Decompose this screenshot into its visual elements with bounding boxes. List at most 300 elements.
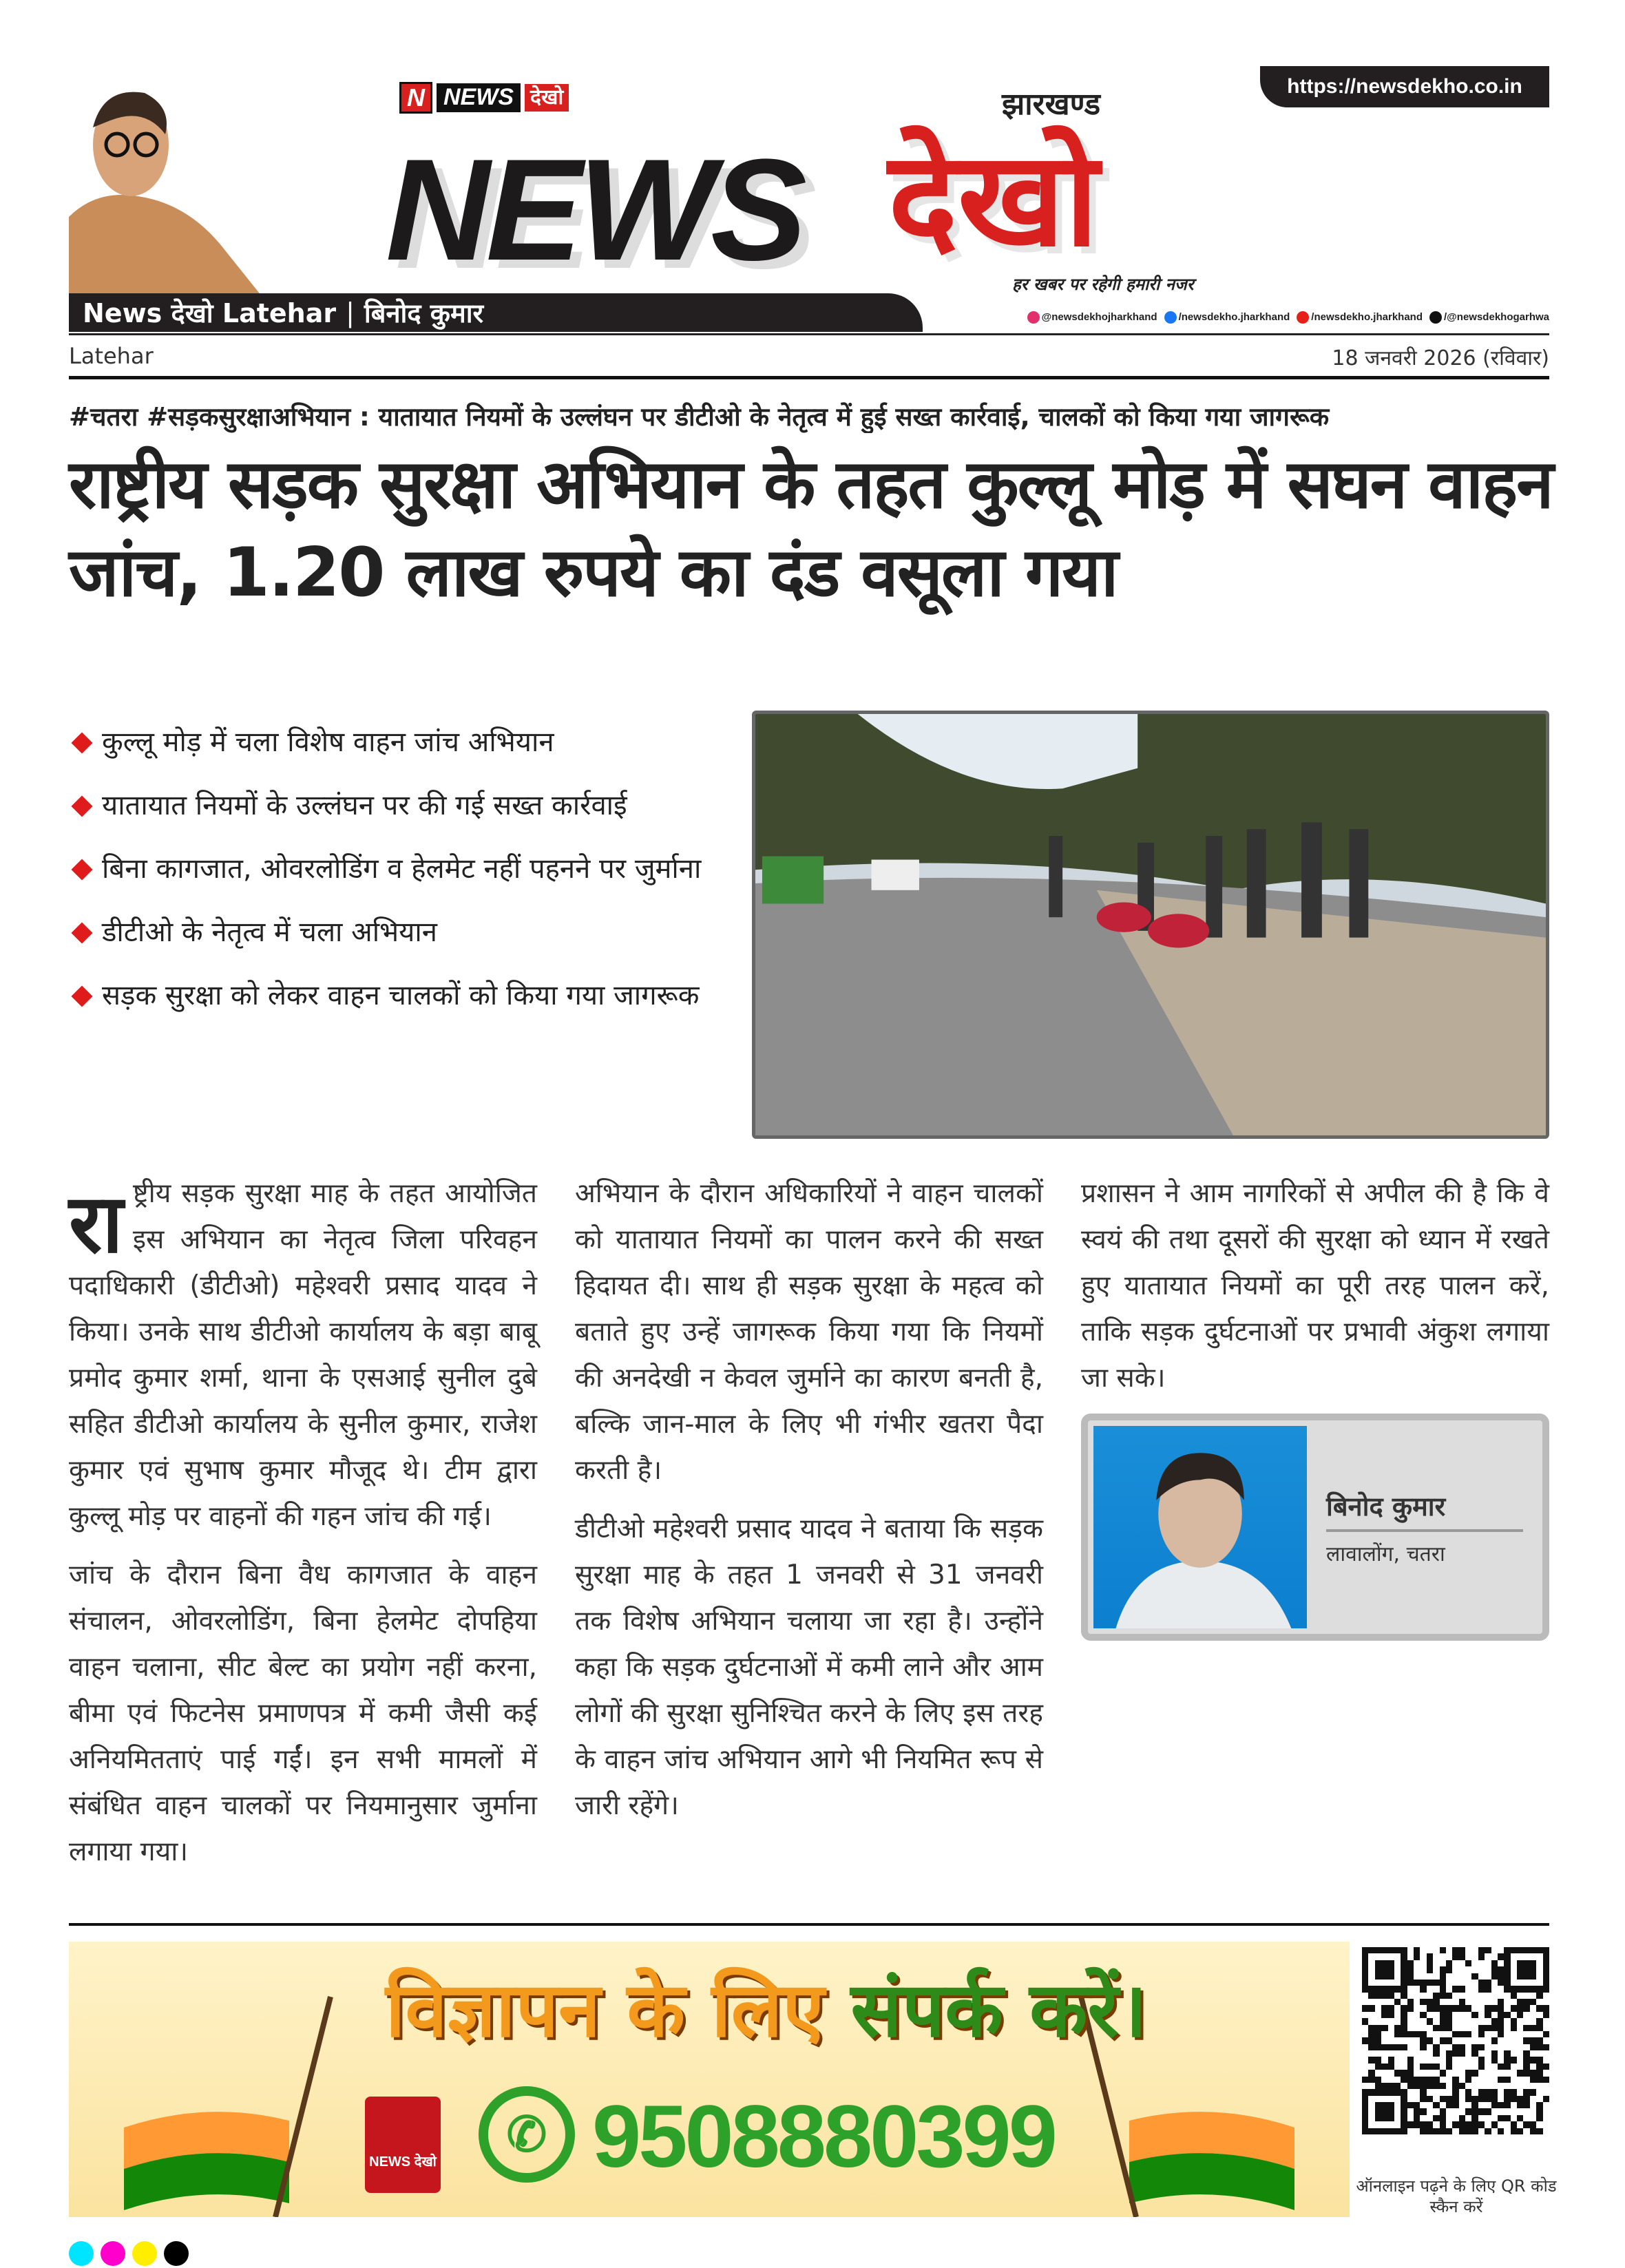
qr-module (1511, 1966, 1517, 1973)
qr-module (1452, 2102, 1458, 2108)
qr-module (1523, 1973, 1529, 1980)
qr-module (1504, 2018, 1510, 2024)
qr-module (1511, 2012, 1517, 2018)
qr-module (1394, 1966, 1401, 1973)
qr-module (1414, 2044, 1420, 2050)
qr-module (1381, 2018, 1387, 2024)
qr-module (1420, 2070, 1426, 2076)
qr-module (1465, 1953, 1471, 1960)
facebook-handle: /newsdekho.jharkhand (1178, 311, 1290, 323)
qr-module (1388, 2083, 1394, 2089)
qr-module (1420, 2108, 1426, 2114)
qr-module (1491, 2018, 1498, 2024)
qr-module (1471, 2025, 1478, 2031)
qr-module (1407, 2070, 1414, 2076)
qr-code[interactable] (1362, 1947, 1549, 2134)
qr-module (1368, 1947, 1374, 1953)
qr-module (1452, 2044, 1458, 2050)
qr-module (1420, 2044, 1426, 2050)
newsdekho-mini-logo (399, 81, 569, 114)
qr-module (1478, 1993, 1485, 1999)
qr-module (1375, 1966, 1381, 1973)
qr-module (1420, 2018, 1426, 2024)
qr-module (1433, 1973, 1439, 1980)
qr-module (1368, 2057, 1374, 2063)
qr-module (1536, 2096, 1542, 2102)
qr-module (1394, 2102, 1401, 2108)
qr-module (1388, 2096, 1394, 2102)
qr-module (1459, 2096, 1465, 2102)
qr-module (1459, 1993, 1465, 1999)
founder-portrait (69, 79, 262, 296)
instagram-link[interactable] (1027, 311, 1157, 324)
qr-module (1471, 2115, 1478, 2121)
qr-module (1401, 1986, 1407, 1992)
qr-module (1446, 1966, 1452, 1973)
qr-module (1375, 2102, 1381, 2108)
qr-module (1543, 1953, 1549, 1960)
whatsapp-icon: ✆ (479, 2086, 575, 2183)
qr-module (1536, 2102, 1542, 2108)
qr-module (1440, 2044, 1446, 2050)
qr-module (1485, 2031, 1491, 2037)
divider (69, 333, 1549, 335)
qr-module (1536, 2089, 1542, 2095)
qr-module (1394, 2108, 1401, 2114)
qr-module (1459, 2018, 1465, 2024)
qr-module (1388, 2121, 1394, 2128)
qr-module (1543, 2044, 1549, 2050)
x-handle: /@newsdekhogarhwa (1444, 311, 1549, 323)
qr-module (1517, 2077, 1523, 2083)
qr-module (1401, 1966, 1407, 1973)
qr-module (1420, 2096, 1426, 2102)
qr-module (1368, 1966, 1374, 1973)
qr-module (1471, 2018, 1478, 2024)
qr-module (1523, 2108, 1529, 2114)
qr-module (1375, 2057, 1381, 2063)
qr-module (1478, 2012, 1485, 2018)
qr-module (1368, 2089, 1374, 2095)
qr-module (1427, 1953, 1433, 1960)
website-url[interactable]: https://newsdekho.co.in (1260, 66, 1549, 107)
qr-module (1420, 2050, 1426, 2057)
qr-module (1433, 2096, 1439, 2102)
qr-module (1427, 2064, 1433, 2070)
qr-module (1485, 1960, 1491, 1966)
author-avatar-icon (1093, 1426, 1307, 1628)
facebook-link[interactable] (1164, 311, 1290, 324)
qr-module (1471, 2005, 1478, 2011)
qr-module (1375, 2037, 1381, 2044)
qr-module (1452, 2018, 1458, 2024)
qr-module (1440, 2050, 1446, 2057)
qr-module (1394, 2070, 1401, 2076)
qr-module (1523, 2083, 1529, 2089)
qr-module (1433, 2128, 1439, 2134)
qr-module (1394, 1960, 1401, 1966)
qr-module (1465, 1986, 1471, 1992)
qr-module (1530, 1973, 1536, 1980)
qr-module (1394, 2012, 1401, 2018)
qr-module (1362, 2128, 1368, 2134)
qr-module (1452, 2025, 1458, 2031)
qr-module (1381, 1973, 1387, 1980)
qr-module (1427, 1960, 1433, 1966)
youtube-link[interactable] (1297, 311, 1423, 324)
qr-module (1407, 1953, 1414, 1960)
qr-module (1388, 1999, 1394, 2005)
qr-module (1517, 1999, 1523, 2005)
qr-module (1530, 1993, 1536, 1999)
qr-module (1511, 2070, 1517, 2076)
qr-module (1414, 2050, 1420, 2057)
ad-phone-number[interactable]: 9508880399 (592, 2088, 1055, 2186)
ad-title-part: संपर्क करें। (850, 1966, 1148, 2054)
qr-module (1478, 2121, 1485, 2128)
qr-module (1498, 2070, 1504, 2076)
qr-module (1511, 2037, 1517, 2044)
qr-module (1414, 1966, 1420, 1973)
qr-module (1433, 1986, 1439, 1992)
qr-module (1407, 2064, 1414, 2070)
qr-module (1511, 2115, 1517, 2121)
qr-module (1427, 2005, 1433, 2011)
qr-module (1504, 2005, 1510, 2011)
qr-module (1498, 1947, 1504, 1953)
qr-module (1485, 2077, 1491, 2083)
qr-module (1440, 2070, 1446, 2076)
qr-module (1368, 2050, 1374, 2057)
qr-module (1471, 1999, 1478, 2005)
qr-module (1536, 1960, 1542, 1966)
qr-module (1504, 1980, 1510, 1986)
qr-module (1478, 2031, 1485, 2037)
instagram-icon (1027, 311, 1040, 324)
magenta-dot (101, 2241, 125, 2266)
qr-module (1401, 2031, 1407, 2037)
qr-module (1401, 2012, 1407, 2018)
qr-module (1407, 2077, 1414, 2083)
qr-module (1375, 2096, 1381, 2102)
qr-module (1504, 2025, 1510, 2031)
qr-module (1485, 2025, 1491, 2031)
qr-module (1478, 2044, 1485, 2050)
qr-module (1427, 2096, 1433, 2102)
qr-module (1523, 2037, 1529, 2044)
qr-module (1407, 2025, 1414, 2031)
qr-module (1368, 2077, 1374, 2083)
qr-module (1375, 2018, 1381, 2024)
qr-module (1471, 1973, 1478, 1980)
qr-module (1427, 2050, 1433, 2057)
x-link[interactable] (1429, 311, 1549, 324)
qr-module (1459, 2064, 1465, 2070)
qr-module (1465, 1947, 1471, 1953)
qr-module (1543, 2064, 1549, 2070)
qr-module (1478, 2096, 1485, 2102)
qr-module (1517, 1960, 1523, 1966)
qr-module (1485, 2018, 1491, 2024)
qr-module (1485, 1993, 1491, 1999)
qr-module (1530, 2044, 1536, 2050)
qr-module (1517, 2096, 1523, 2102)
qr-module (1427, 2089, 1433, 2095)
qr-module (1459, 2077, 1465, 2083)
qr-module (1394, 2005, 1401, 2011)
qr-module (1517, 1953, 1523, 1960)
qr-module (1491, 2077, 1498, 2083)
x-icon (1429, 311, 1442, 324)
qr-module (1491, 1973, 1498, 1980)
qr-module (1381, 2108, 1387, 2114)
qr-module (1414, 1993, 1420, 1999)
qr-module (1530, 2128, 1536, 2134)
qr-module (1427, 2108, 1433, 2114)
qr-module (1381, 1999, 1387, 2005)
qr-module (1362, 2050, 1368, 2057)
qr-module (1543, 2012, 1549, 2018)
qr-module (1471, 2083, 1478, 2089)
qr-module (1368, 1999, 1374, 2005)
qr-module (1375, 2025, 1381, 2031)
qr-module (1433, 1966, 1439, 1973)
qr-module (1381, 2121, 1387, 2128)
qr-module (1471, 1953, 1478, 1960)
qr-module (1543, 2096, 1549, 2102)
qr-module (1388, 1973, 1394, 1980)
highlight-item: सड़क सुरक्षा को लेकर वाहन चालकों को किया गया जागरूक (69, 969, 730, 1022)
qr-module (1407, 2050, 1414, 2057)
qr-module (1407, 2018, 1414, 2024)
qr-module (1401, 2102, 1407, 2108)
highlight-item: यातायात नियमों के उल्लंघन पर की गई सख्त कार्रवाई (69, 779, 730, 832)
qr-module (1485, 2012, 1491, 2018)
qr-module (1440, 2057, 1446, 2063)
qr-module (1478, 2005, 1485, 2011)
qr-module (1446, 1947, 1452, 1953)
edition-bar (69, 293, 923, 332)
qr-module (1471, 1986, 1478, 1992)
qr-module (1368, 2102, 1374, 2108)
qr-module (1478, 2025, 1485, 2031)
qr-module (1530, 2115, 1536, 2121)
qr-module (1446, 2115, 1452, 2121)
qr-module (1433, 1947, 1439, 1953)
qr-module (1446, 1999, 1452, 2005)
qr-module (1420, 1953, 1426, 1960)
qr-module (1375, 2031, 1381, 2037)
qr-module (1420, 1993, 1426, 1999)
qr-module (1478, 2037, 1485, 2044)
qr-module (1498, 2005, 1504, 2011)
qr-module (1433, 2037, 1439, 2044)
kicker: #चतरा #सड़कसुरक्षाअभियान : यातायात नियमों के उल्लंघन पर डीटीओ के नेतृत्व में हुई सख्त कार्रवाई, चालकों को किया गया जागरूक (69, 402, 1330, 432)
qr-module (1523, 2102, 1529, 2108)
qr-module (1536, 2121, 1542, 2128)
qr-module (1368, 2083, 1374, 2089)
qr-module (1504, 2096, 1510, 2102)
qr-module (1388, 2108, 1394, 2114)
qr-module (1504, 1947, 1510, 1953)
qr-module (1401, 2037, 1407, 2044)
qr-module (1517, 2037, 1523, 2044)
qr-module (1446, 2096, 1452, 2102)
qr-module (1517, 2102, 1523, 2108)
qr-module (1368, 2115, 1374, 2121)
qr-module (1401, 1980, 1407, 1986)
qr-module (1485, 2050, 1491, 2057)
qr-module (1427, 2012, 1433, 2018)
qr-module (1517, 1986, 1523, 1992)
facebook-icon (1164, 311, 1177, 324)
qr-module (1414, 2121, 1420, 2128)
qr-module (1407, 2083, 1414, 2089)
qr-module (1491, 2089, 1498, 2095)
qr-module (1407, 2037, 1414, 2044)
qr-module (1523, 2070, 1529, 2076)
qr-module (1420, 2012, 1426, 2018)
qr-module (1401, 1993, 1407, 1999)
qr-module (1478, 2050, 1485, 2057)
highlight-item: बिना कागजात, ओवरलोडिंग व हेलमेट नहीं पहनने पर जुर्माना (69, 843, 730, 895)
qr-module (1504, 2077, 1510, 2083)
qr-module (1452, 1993, 1458, 1999)
qr-module (1381, 2025, 1387, 2031)
qr-module (1440, 2005, 1446, 2011)
qr-module (1471, 2031, 1478, 2037)
qr-module (1394, 2121, 1401, 2128)
qr-module (1394, 2128, 1401, 2134)
qr-module (1452, 1980, 1458, 1986)
qr-module (1388, 2064, 1394, 2070)
qr-module (1433, 1953, 1439, 1960)
qr-module (1407, 1966, 1414, 1973)
qr-module (1543, 2108, 1549, 2114)
qr-module (1375, 2070, 1381, 2076)
qr-module (1381, 1993, 1387, 1999)
qr-module (1433, 1999, 1439, 2005)
qr-module (1530, 2077, 1536, 2083)
qr-module (1459, 2057, 1465, 2063)
qr-module (1375, 1999, 1381, 2005)
qr-module (1440, 2128, 1446, 2134)
qr-module (1471, 2128, 1478, 2134)
author-photo (1093, 1426, 1307, 1628)
qr-module (1536, 2018, 1542, 2024)
qr-module (1401, 2089, 1407, 2095)
qr-module (1401, 2025, 1407, 2031)
qr-module (1543, 2018, 1549, 2024)
qr-module (1465, 1980, 1471, 1986)
qr-module (1446, 2077, 1452, 2083)
qr-module (1491, 1953, 1498, 1960)
qr-module (1420, 1966, 1426, 1973)
qr-module (1446, 2050, 1452, 2057)
qr-module (1427, 1999, 1433, 2005)
qr-module (1414, 2064, 1420, 2070)
qr-module (1414, 1999, 1420, 2005)
qr-module (1530, 2025, 1536, 2031)
qr-module (1530, 2057, 1536, 2063)
qr-module (1414, 2102, 1420, 2108)
qr-module (1362, 2121, 1368, 2128)
qr-module (1491, 2064, 1498, 2070)
qr-module (1440, 2037, 1446, 2044)
qr-module (1491, 2050, 1498, 2057)
qr-module (1465, 1993, 1471, 1999)
qr-module (1511, 2077, 1517, 2083)
qr-module (1452, 2115, 1458, 2121)
qr-module (1388, 2044, 1394, 2050)
qr-module (1536, 2025, 1542, 2031)
qr-module (1478, 1966, 1485, 1973)
drop-cap: रा (69, 1176, 123, 1271)
qr-module (1536, 1966, 1542, 1973)
qr-module (1368, 1993, 1374, 1999)
qr-module (1465, 2064, 1471, 2070)
qr-module (1491, 2102, 1498, 2108)
qr-module (1388, 2018, 1394, 2024)
qr-module (1375, 1986, 1381, 1992)
qr-module (1465, 2115, 1471, 2121)
qr-module (1471, 2012, 1478, 2018)
qr-module (1498, 1993, 1504, 1999)
qr-module (1440, 2018, 1446, 2024)
qr-module (1517, 1980, 1523, 1986)
qr-module (1498, 1953, 1504, 1960)
youtube-handle: /newsdekho.jharkhand (1311, 311, 1423, 323)
qr-module (1523, 1966, 1529, 1973)
qr-module (1536, 2044, 1542, 2050)
qr-module (1491, 2031, 1498, 2037)
qr-module (1485, 2115, 1491, 2121)
qr-module (1394, 1953, 1401, 1960)
qr-module (1368, 2025, 1374, 2031)
qr-module (1375, 1947, 1381, 1953)
qr-module (1401, 2108, 1407, 2114)
qr-module (1362, 2096, 1368, 2102)
qr-module (1530, 2005, 1536, 2011)
advertisement-banner[interactable] (69, 1942, 1350, 2217)
qr-module (1511, 2025, 1517, 2031)
qr-module (1368, 2070, 1374, 2076)
qr-module (1433, 2089, 1439, 2095)
qr-module (1394, 1973, 1401, 1980)
qr-module (1543, 2128, 1549, 2134)
qr-module (1511, 1986, 1517, 1992)
qr-module (1536, 2108, 1542, 2114)
qr-module (1420, 1986, 1426, 1992)
qr-module (1368, 2108, 1374, 2114)
qr-module (1485, 2121, 1491, 2128)
qr-module (1401, 2050, 1407, 2057)
qr-module (1465, 1960, 1471, 1966)
qr-module (1433, 2064, 1439, 2070)
qr-module (1504, 2083, 1510, 2089)
qr-module (1498, 2037, 1504, 2044)
author-card (1081, 1414, 1549, 1641)
qr-module (1485, 2096, 1491, 2102)
qr-module (1394, 2089, 1401, 2095)
qr-module (1446, 1960, 1452, 1966)
qr-module (1362, 1966, 1368, 1973)
qr-module (1478, 2102, 1485, 2108)
qr-module (1511, 2102, 1517, 2108)
qr-module (1427, 2044, 1433, 2050)
mini-logo-dekho: देखो (525, 84, 569, 112)
qr-module (1381, 1953, 1387, 1960)
